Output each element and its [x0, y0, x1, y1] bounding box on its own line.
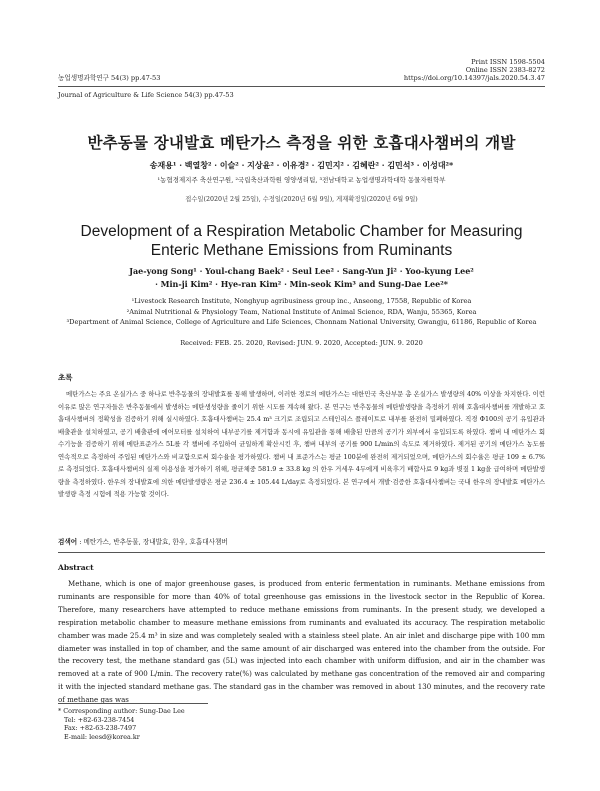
header-rule: [58, 86, 545, 87]
affiliation-1: ¹Livestock Research Institute, Nonghyup agribusiness group inc., Anseong, 17558, Republic of Korea: [131, 297, 472, 305]
corresponding-author: * Corresponding author: Sung-Dae Lee: [58, 707, 185, 715]
korean-abstract: 메탄가스는 주요 온실가스 중 하나로 반추동물의 장내발효를 통해 발생하며, 이러한 경로의 메탄가스는 대한민국 축산부문 총 온실가스 발생량의 40% 이상을 차지한다. 이런 이유로 많은 연구자들은 반추동물에서 발생하는 메탄생성량을 줄이기 위한 시도를 계속해 왔다. 본 연구는 반추동물의 메탄발생량을 측정하기 위해 호흡대사챔버를 개발하고 호흡대사챔버의 정확성을 검증하기 위해 실시하였다. 호흡대사챔버는 25.4 m³ 크기로 조립되고 스테인리스 플레이트로 내부를 완전히 밀폐하였다. 직경 Φ100의 공기 유입관과 배출관을 설치하였고, 공기 배출관에 에어모터를 설치하여 내부공기를 제거함과 동시에 유입관을 통해 배출된 만큼의 공기가 외부에서 유입되도록 하였다. 챔버 내 메탄가스 회수기능을 검증하기 위해 메탄표준가스 5L를 각 챔버에 주입하여 균일하게 확산시킨 후, 챔버 내부의 공기를 900 L/min의 속도로 제거하였다. 제거된 공기의 메탄가스 농도를 연속적으로 측정하여 주입된 메탄가스와 비교함으로써 회수율을 평가하였다. 챔버 내 표준가스는 평균 100분에 완전히 제거되었으며, 메탄가스의 회수율은 평균 109 ± 6.7%로 측정되었다. 호흡대사챔버의 실제 이용성을 평가하기 위해, 평균체중 581.9 ± 33.8 kg 의 한우 거세우 4두에게 비육후기 배합사료 9 kg과 볏짚 1 kg을 급여하며 메탄발생량을 측정하였다. 한우의 장내발효에 의한 메탄발생량은 평균 236.4 ± 105.44 L/day로 측정되었다. 본 연구에서 개발·검증한 호흡대사챔버는 국내 한우의 장내발효 메탄가스발생량 측정 시험에 적용 가능할 것이다.: [58, 390, 545, 498]
journal-header-right: [404, 58, 545, 82]
print-issn: Print ISSN 1598-5504: [471, 58, 545, 66]
keywords-list: 메탄가스, 반추동물, 장내발효, 한우, 호흡대사챔버: [83, 538, 228, 546]
english-title-line1: Development of a Respiration Metabolic Chamber for Measuring: [80, 223, 523, 240]
korean-title: 반추동물 장내발효 메탄가스 측정을 위한 호흡대사챔버의 개발: [87, 133, 516, 152]
corresponding-author-footnote: [58, 707, 185, 741]
korean-abstract-heading: 초록: [58, 373, 73, 382]
footnote-rule: [58, 703, 208, 704]
korean-dates: 접수일(2020년 2월 25일), 수정일(2020년 6월 9일), 게재확정일(2020년 6월 9일): [185, 196, 418, 203]
korean-authors: 송재용¹ · 백열창² · 이슬² · 지상윤² · 이유경² · 김민지² · 김혜란² · 김민석³ · 이성대²*: [149, 160, 454, 170]
english-authors: [58, 265, 545, 291]
english-title-line2: Enteric Methane Emissions from Ruminants: [150, 242, 453, 259]
journal-name-kor: 농업생명과학연구 54(3) pp.47-53: [58, 74, 161, 82]
english-authors-line2: · Min-ji Kim² · Hye-ran Kim² · Min-seok Kim³ and Sung-Dae Lee²*: [155, 279, 448, 289]
korean-affiliations: ¹농협경제지주 축산연구원, ²국립축산과학원 영양생리팀, ³전남대학교 농업생명과학대학 동물자원학부: [157, 176, 446, 184]
affiliation-2: ²Animal Nutritional & Physiology Team, National Institute of Animal Science, RDA, Wanju, 55365, Korea: [126, 307, 477, 316]
journal-name-eng: Journal of Agriculture & Life Science 54(3) pp.47-53: [58, 91, 234, 99]
keywords-label: 검색어: [58, 538, 78, 546]
english-affiliations: [58, 296, 545, 328]
keywords: 검색어 : 메탄가스, 반추동물, 장내발효, 한우, 호흡대사챔버: [58, 538, 228, 546]
section-rule: [58, 552, 545, 553]
english-dates: Received: FEB. 25. 2020, Revised: JUN. 9. 2020, Accepted: JUN. 9. 2020: [180, 339, 423, 347]
english-authors-line1: Jae-yong Song¹ · Youl-chang Baek² · Seul Lee² · Sang-Yun Ji² · Yoo-kyung Lee²: [129, 266, 474, 276]
english-abstract: Methane, which is one of major greenhouse gases, is produced from enteric fermentation in ruminants. Methane emissions from ruminants are responsible for more than 40% of total greenhouse gas emissions in the livestock sector in the Republic of Korea. Therefore, many researchers have attempted to reduce methane emissions from ruminants. In the present study, we developed a respiration metabolic chamber to measure methane emissions from ruminants and evaluated its accuracy. The respiration metabolic chamber was made 25.4 m³ in size and was completely sealed with a stainless steel plate. An air inlet and discharge pipe with 100 mm diameter was installed in top of chamber, and the same amount of air discharged was entered into the chamber from the outside. For the recovery test, the methane standard gas (5L) was injected into each chamber with uniform diffusion, and air in the chamber was removed at a rate of 900 L/min. The recovery rate(%) was calculated by methane gas concentration of the removed air and comparing it with the injected standard methane gas. The standard gas in the chamber was removed in about 130 minutes, and the recovery rate of methane gas was: [58, 579, 545, 705]
online-issn: Online ISSN 2383-8272: [465, 66, 545, 74]
author-tel: Tel: +82-63-238-7454: [64, 715, 135, 724]
author-email[interactable]: E-mail: leesd@korea.kr: [64, 732, 140, 741]
abstract-heading: Abstract: [58, 563, 94, 572]
affiliation-3: ³Department of Animal Science, College of Agriculture and Life Sciences, Chonnam National University, Gwangju, 61186, Republic of Korea: [66, 318, 537, 326]
english-title: [58, 222, 545, 260]
author-fax: Fax: +82-63-238-7497: [64, 724, 137, 733]
doi-link[interactable]: https://doi.org/10.14397/jals.2020.54.3.47: [403, 74, 545, 82]
